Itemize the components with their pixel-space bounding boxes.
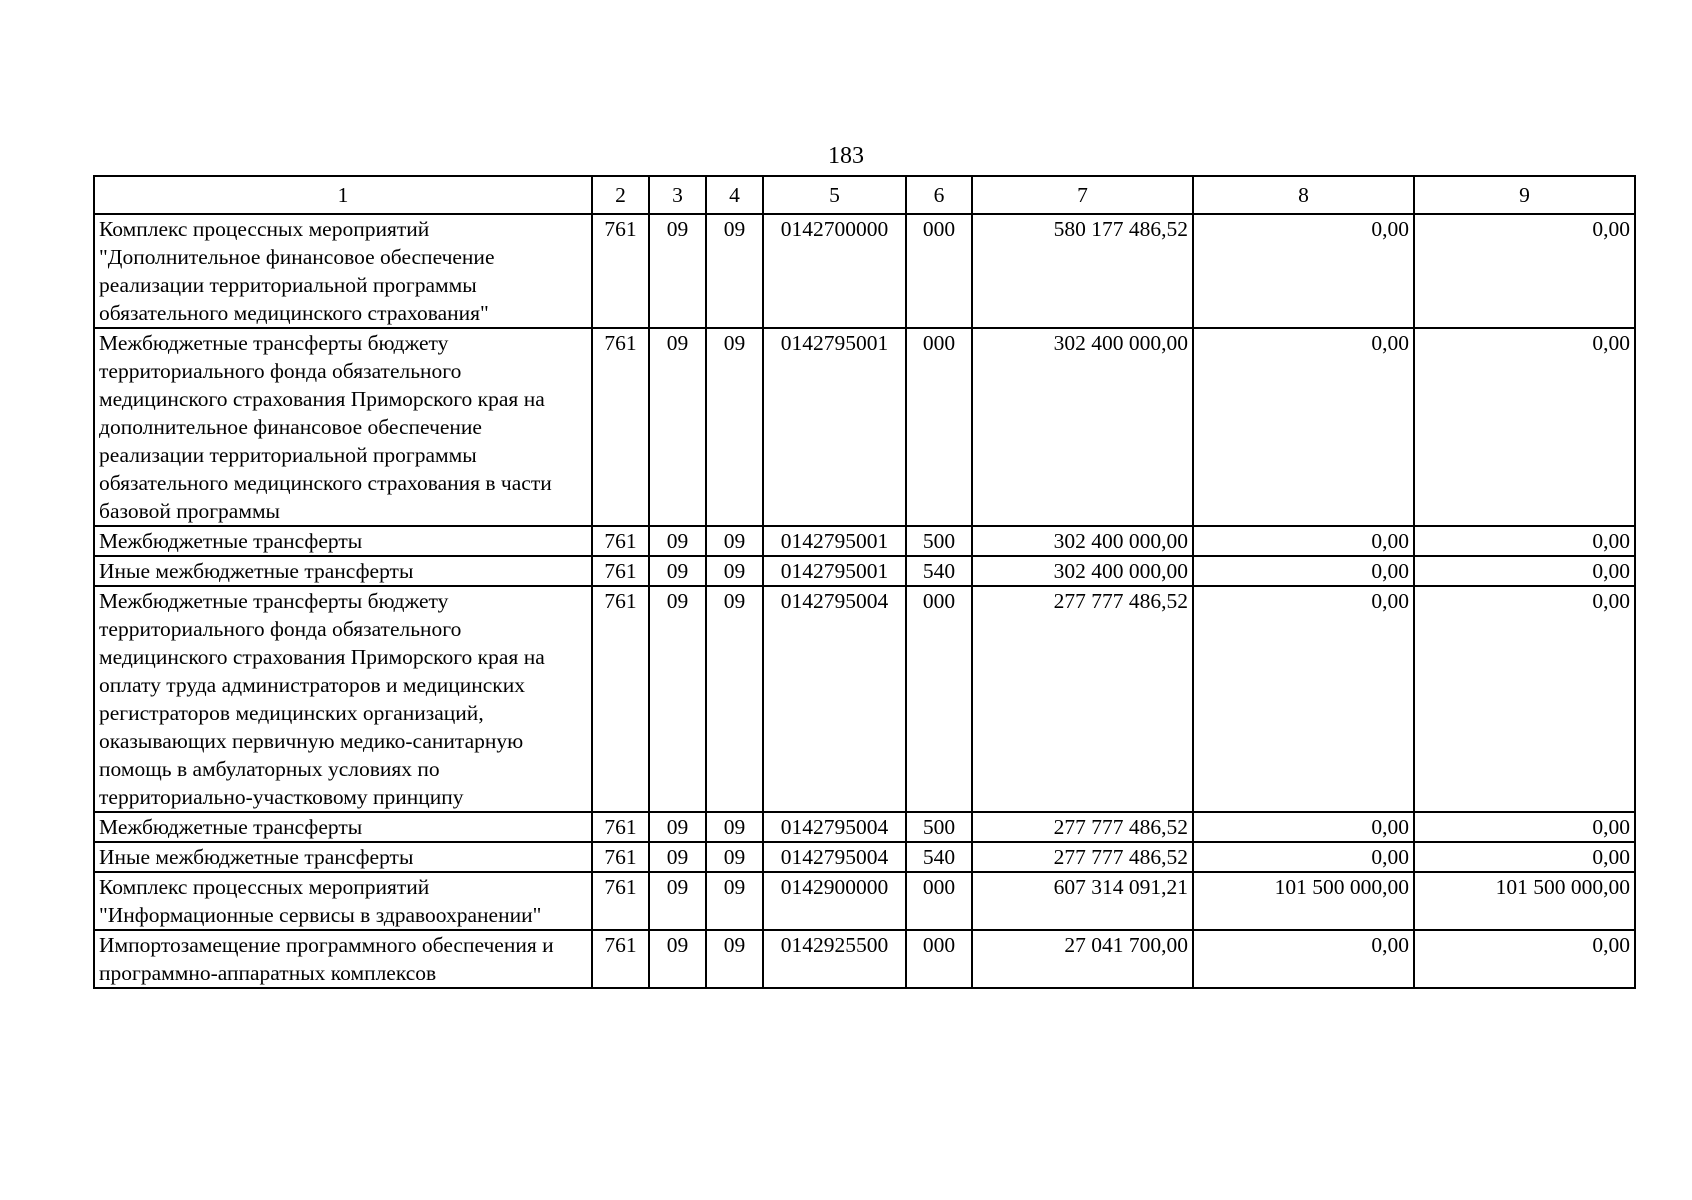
amount-col7: 277 777 486,52 xyxy=(972,586,1193,812)
budget-table xyxy=(93,175,1636,989)
code-grbs: 761 xyxy=(592,872,649,930)
code-target: 0142795004 xyxy=(763,842,906,872)
code-section: 09 xyxy=(649,812,706,842)
code-subsection: 09 xyxy=(706,214,763,328)
code-section: 09 xyxy=(649,872,706,930)
code-grbs: 761 xyxy=(592,812,649,842)
page-number: 183 xyxy=(828,143,864,169)
row-name: Комплекс процессных мероприятий "Дополнительное финансовое обеспечение реализации территориальной программы обязательного медицинского страхования" xyxy=(94,214,592,328)
code-grbs: 761 xyxy=(592,930,649,988)
column-header: 5 xyxy=(763,176,906,214)
amount-col7: 302 400 000,00 xyxy=(972,556,1193,586)
table-row xyxy=(94,526,1635,556)
column-header: 2 xyxy=(592,176,649,214)
row-name: Иные межбюджетные трансферты xyxy=(94,842,592,872)
code-grbs: 761 xyxy=(592,586,649,812)
amount-col9: 0,00 xyxy=(1414,526,1635,556)
code-expense-type: 540 xyxy=(906,556,972,586)
amount-col7: 607 314 091,21 xyxy=(972,872,1193,930)
row-name: Межбюджетные трансферты xyxy=(94,526,592,556)
header-row xyxy=(94,176,1635,214)
code-section: 09 xyxy=(649,214,706,328)
code-section: 09 xyxy=(649,328,706,526)
column-header: 6 xyxy=(906,176,972,214)
table-row xyxy=(94,872,1635,930)
row-name: Межбюджетные трансферты бюджету территориального фонда обязательного медицинского страхования Приморского края на оплату труда администраторов и медицинских регистраторов медицинских организаций, оказывающих первичную медико-санитарную помощь в амбулаторных условиях по территориально-участковому принципу xyxy=(94,586,592,812)
table-row xyxy=(94,214,1635,328)
code-target: 0142795001 xyxy=(763,328,906,526)
code-target: 0142795001 xyxy=(763,526,906,556)
code-grbs: 761 xyxy=(592,328,649,526)
code-target: 0142795001 xyxy=(763,556,906,586)
code-subsection: 09 xyxy=(706,812,763,842)
code-grbs: 761 xyxy=(592,842,649,872)
amount-col7: 277 777 486,52 xyxy=(972,842,1193,872)
code-subsection: 09 xyxy=(706,872,763,930)
code-grbs: 761 xyxy=(592,556,649,586)
amount-col9: 0,00 xyxy=(1414,812,1635,842)
code-subsection: 09 xyxy=(706,526,763,556)
amount-col8: 0,00 xyxy=(1193,842,1414,872)
amount-col8: 101 500 000,00 xyxy=(1193,872,1414,930)
row-name: Межбюджетные трансферты xyxy=(94,812,592,842)
amount-col9: 0,00 xyxy=(1414,586,1635,812)
amount-col7: 277 777 486,52 xyxy=(972,812,1193,842)
code-target: 0142700000 xyxy=(763,214,906,328)
code-target: 0142900000 xyxy=(763,872,906,930)
row-name: Межбюджетные трансферты бюджету территориального фонда обязательного медицинского страхования Приморского края на дополнительное финансовое обеспечение реализации территориальной программы обязательного медицинского страхования в части базовой программы xyxy=(94,328,592,526)
amount-col7: 302 400 000,00 xyxy=(972,526,1193,556)
table-row xyxy=(94,586,1635,812)
code-expense-type: 000 xyxy=(906,586,972,812)
table-row xyxy=(94,556,1635,586)
code-expense-type: 000 xyxy=(906,214,972,328)
column-header: 8 xyxy=(1193,176,1414,214)
amount-col9: 0,00 xyxy=(1414,930,1635,988)
code-section: 09 xyxy=(649,586,706,812)
amount-col7: 580 177 486,52 xyxy=(972,214,1193,328)
amount-col8: 0,00 xyxy=(1193,214,1414,328)
column-header: 9 xyxy=(1414,176,1635,214)
row-name: Комплекс процессных мероприятий "Информационные сервисы в здравоохранении" xyxy=(94,872,592,930)
code-subsection: 09 xyxy=(706,328,763,526)
amount-col9: 101 500 000,00 xyxy=(1414,872,1635,930)
table-row xyxy=(94,328,1635,526)
column-header: 4 xyxy=(706,176,763,214)
code-section: 09 xyxy=(649,556,706,586)
amount-col8: 0,00 xyxy=(1193,812,1414,842)
code-subsection: 09 xyxy=(706,842,763,872)
table-row xyxy=(94,812,1635,842)
code-subsection: 09 xyxy=(706,586,763,812)
code-expense-type: 000 xyxy=(906,872,972,930)
code-expense-type: 000 xyxy=(906,930,972,988)
amount-col9: 0,00 xyxy=(1414,842,1635,872)
code-section: 09 xyxy=(649,842,706,872)
amount-col8: 0,00 xyxy=(1193,930,1414,988)
amount-col8: 0,00 xyxy=(1193,556,1414,586)
code-target: 0142795004 xyxy=(763,812,906,842)
code-target: 0142795004 xyxy=(763,586,906,812)
column-header: 1 xyxy=(94,176,592,214)
code-expense-type: 540 xyxy=(906,842,972,872)
amount-col8: 0,00 xyxy=(1193,526,1414,556)
amount-col8: 0,00 xyxy=(1193,328,1414,526)
code-expense-type: 500 xyxy=(906,526,972,556)
amount-col7: 27 041 700,00 xyxy=(972,930,1193,988)
code-target: 0142925500 xyxy=(763,930,906,988)
column-header: 7 xyxy=(972,176,1193,214)
amount-col9: 0,00 xyxy=(1414,328,1635,526)
code-section: 09 xyxy=(649,930,706,988)
code-subsection: 09 xyxy=(706,930,763,988)
table-row xyxy=(94,842,1635,872)
amount-col7: 302 400 000,00 xyxy=(972,328,1193,526)
row-name: Импортозамещение программного обеспечения и программно-аппаратных комплексов xyxy=(94,930,592,988)
column-header: 3 xyxy=(649,176,706,214)
amount-col9: 0,00 xyxy=(1414,214,1635,328)
amount-col8: 0,00 xyxy=(1193,586,1414,812)
code-grbs: 761 xyxy=(592,214,649,328)
code-grbs: 761 xyxy=(592,526,649,556)
code-expense-type: 500 xyxy=(906,812,972,842)
table-row xyxy=(94,930,1635,988)
code-expense-type: 000 xyxy=(906,328,972,526)
amount-col9: 0,00 xyxy=(1414,556,1635,586)
row-name: Иные межбюджетные трансферты xyxy=(94,556,592,586)
code-subsection: 09 xyxy=(706,556,763,586)
code-section: 09 xyxy=(649,526,706,556)
